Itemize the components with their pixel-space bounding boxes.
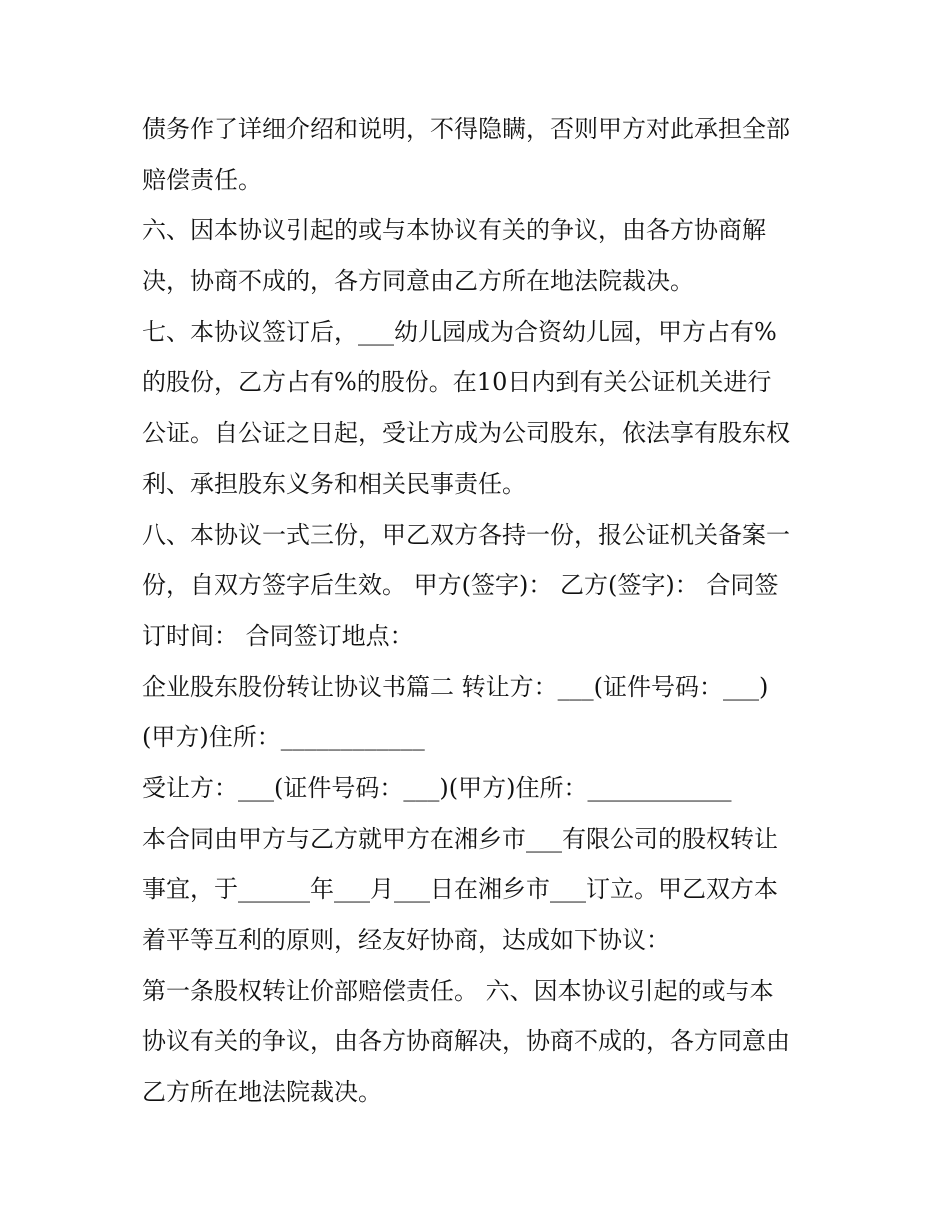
text-line: (甲方)住所：____________	[142, 723, 425, 752]
text-line: 六、因本协议引起的或与本协议有关的争议，由各方协商解	[142, 216, 766, 245]
text-line: 债务作了详细介绍和说明，不得隐瞒，否则甲方对此承担全部	[142, 115, 790, 143]
text-line: 第一条股权转让价部赔偿责任。 六、因本协议引起的或与本	[142, 976, 774, 1005]
text-line: 订时间： 合同签订地点：	[142, 621, 414, 650]
text-line: 的股份，乙方占有%的股份。在10日内到有关公证机关进行	[142, 368, 772, 397]
text-line: 乙方所在地法院裁决。	[142, 1078, 382, 1107]
text-line: 企业股东股份转让协议书篇二 转让方：___(证件号码：___)	[142, 672, 769, 701]
text-line: 七、本协议签订后，___幼儿园成为合资幼儿园，甲方占有%	[142, 317, 777, 346]
text-line: 利、承担股东义务和相关民事责任。	[142, 469, 526, 498]
text-line: 着平等互利的原则，经友好协商，达成如下协议：	[142, 926, 670, 954]
text-line: 受让方：___(证件号码：___)(甲方)住所：____________	[142, 773, 732, 802]
text-line: 本合同由甲方与乙方就甲方在湘乡市___有限公司的股权转让	[142, 824, 778, 853]
text-line: 决，协商不成的，各方同意由乙方所在地法院裁决。	[142, 267, 694, 296]
text-line: 事宜，于______年___月___日在湘乡市___订立。甲乙双方本	[142, 875, 778, 904]
text-line: 八、本协议一式三份，甲乙双方各持一份，报公证机关备案一	[142, 520, 790, 549]
document-body	[142, 104, 822, 1118]
text-line: 公证。自公证之日起，受让方成为公司股东，依法享有股东权	[142, 419, 790, 448]
text-line: 份，自双方签字后生效。 甲方(签字)： 乙方(签字)： 合同签	[142, 571, 779, 600]
text-line: 协议有关的争议，由各方协商解决，协商不成的，各方同意由	[142, 1027, 790, 1056]
text-line: 赔偿责任。	[142, 165, 262, 194]
